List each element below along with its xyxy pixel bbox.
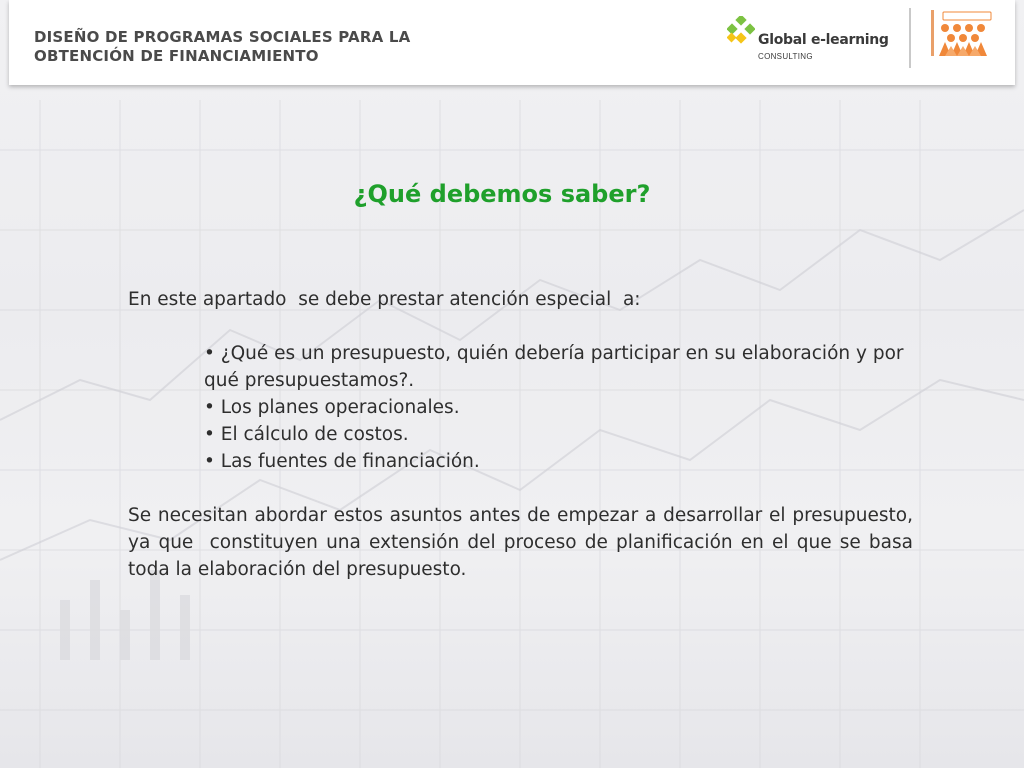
- global-elearning-mark-icon: [727, 16, 755, 44]
- list-item: • ¿Qué es un presupuesto, quién debería participar en su elaboración y por qué presupuestamos?.: [204, 343, 904, 391]
- header-title: [34, 28, 494, 66]
- intro-text: En este apartado se debe prestar atención especial a:: [128, 289, 641, 310]
- topic-list: [128, 340, 913, 475]
- header-title-line2: OBTENCIÓN DE FINANCIAMIENTO: [34, 47, 319, 65]
- list-item: • El cálculo de costos.: [204, 424, 409, 445]
- global-elearning-logo: [727, 16, 902, 66]
- slide-header: [9, 0, 1015, 85]
- global-elearning-name: Global e-learning: [758, 32, 889, 48]
- slide-title: ¿Qué debemos saber?: [353, 180, 651, 208]
- header-title-line1: DISEÑO DE PROGRAMAS SOCIALES PARA LA: [34, 28, 411, 46]
- closing-paragraph: Se necesitan abordar estos asuntos antes de empezar a desarrollar el presupuesto, ya que constituyen una extensión del proceso de planificación en el que se basa toda la elaboración del presupuesto.: [128, 505, 919, 580]
- slide-body: [128, 286, 919, 583]
- list-item: • Los planes operacionales.: [204, 397, 460, 418]
- fundacion-people-logo-icon: [931, 6, 1003, 62]
- global-elearning-sub: CONSULTING: [758, 52, 813, 61]
- list-item: • Las fuentes de financiación.: [204, 451, 480, 472]
- logo-divider: [909, 8, 911, 68]
